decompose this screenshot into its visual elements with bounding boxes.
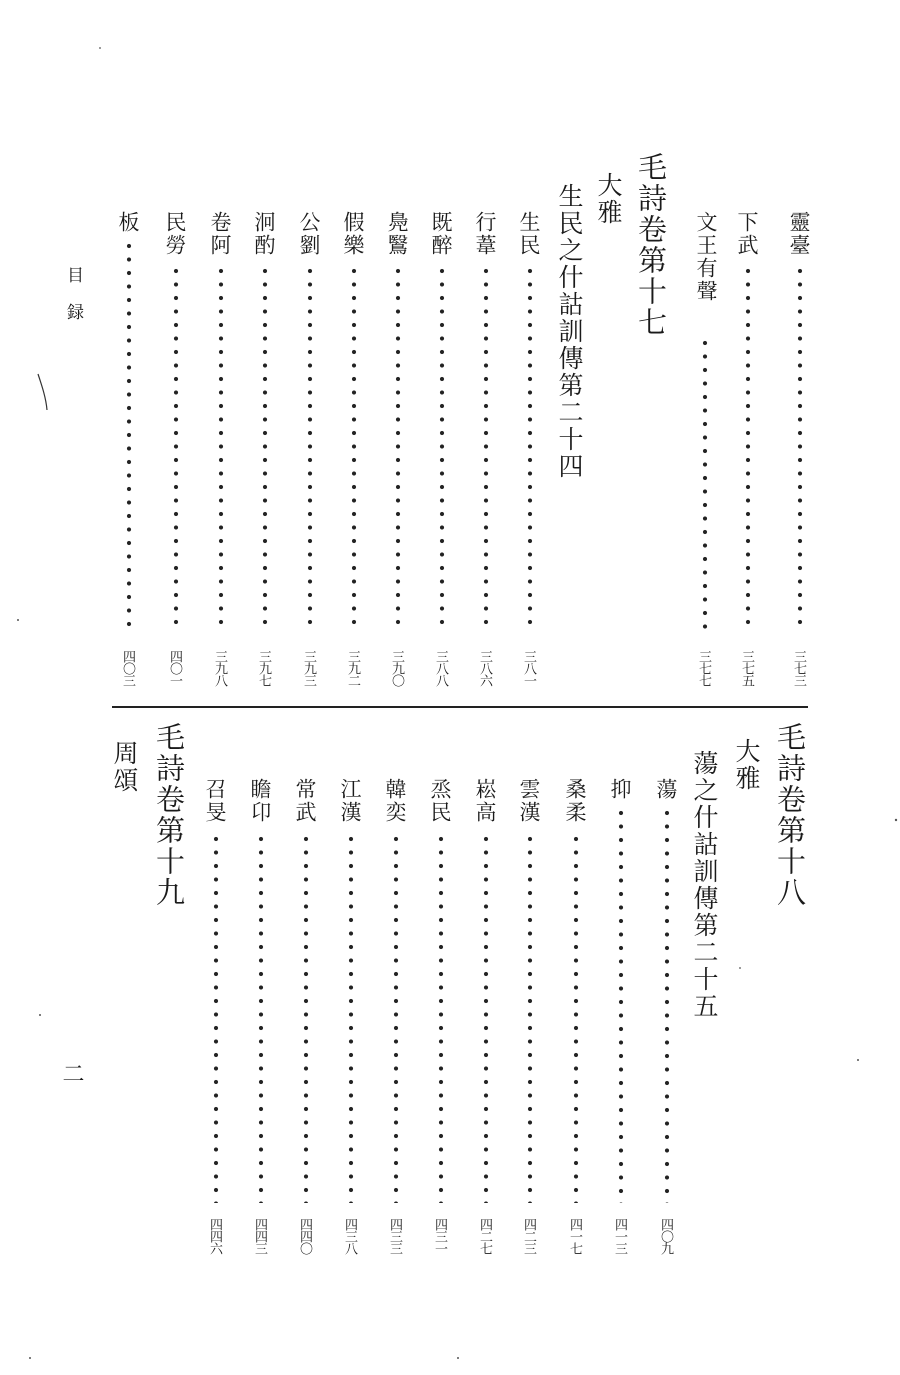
page-number: 三八六 [477,650,492,686]
section-title: 大雅 [732,738,761,792]
entry-title: 卷阿 [208,211,232,257]
entry-title: 韓奕 [383,778,407,824]
entry-title: 泂酌 [252,211,276,257]
entry-title: 既醉 [429,211,453,257]
entry-title: 生民 [517,211,541,257]
page-number: 四四〇 [297,1218,312,1254]
volume-title: 毛詩卷第十九 [152,722,186,908]
entry-title: 行葦 [473,211,497,257]
page-number: 四〇三 [120,650,135,686]
chapter-title: 蕩之什詁訓傳第二十五 [690,750,719,1020]
page-number: 四〇九 [658,1218,673,1254]
entry-title: 江漢 [338,778,362,824]
page-number: 四二三 [521,1218,536,1254]
page-number: 三八八 [433,650,448,686]
page-number: 四三一 [432,1218,447,1254]
page-number: 四二七 [477,1218,492,1254]
page-number: 三九二 [345,650,360,686]
section-title: 大雅 [594,172,623,226]
folio-number: 二 [59,1062,84,1084]
page-number: 四一七 [567,1218,582,1254]
page-number: 三九三 [301,650,316,686]
entry-title: 桑柔 [563,778,587,824]
page-number: 三七五 [739,650,754,686]
page-number: 三九八 [212,650,227,686]
entry-title: 假樂 [341,211,365,257]
entry-title: 烝民 [428,778,452,824]
page-number: 四〇一 [167,650,182,686]
entry-title: 召旻 [203,778,227,824]
entry-title: 靈臺 [787,211,811,257]
entry-title: 文王有聲 [694,211,718,303]
page-number: 四三三 [387,1218,402,1254]
page-number: 四四三 [252,1218,267,1254]
margin-label: 目録 [63,266,83,340]
entry-title: 蕩 [654,778,678,801]
volume-title: 毛詩卷第十八 [773,722,807,908]
entry-title: 崧高 [473,778,497,824]
entry-title: 雲漢 [517,778,541,824]
entry-title: 公劉 [297,211,321,257]
page-number: 三七七 [696,650,711,686]
entry-title: 瞻卬 [248,778,272,824]
volume-title: 毛詩卷第十七 [634,152,668,338]
page-number: 三八一 [521,650,536,686]
entry-title: 鳧鷖 [385,211,409,257]
page-number: 四四六 [207,1218,222,1254]
page-number: 三九〇 [389,650,404,686]
entry-title: 抑 [608,778,632,801]
entry-title: 民勞 [163,211,187,257]
entry-title: 下武 [735,211,759,257]
page-number: 三七三 [791,650,806,686]
section-title: 周頌 [110,740,139,794]
chapter-title: 生民之什詁訓傳第二十四 [555,183,584,480]
entry-title: 常武 [293,778,317,824]
entry-title: 板 [116,211,140,234]
page-number: 四一三 [612,1218,627,1254]
page-number: 三九七 [256,650,271,686]
page-number: 四三八 [342,1218,357,1254]
